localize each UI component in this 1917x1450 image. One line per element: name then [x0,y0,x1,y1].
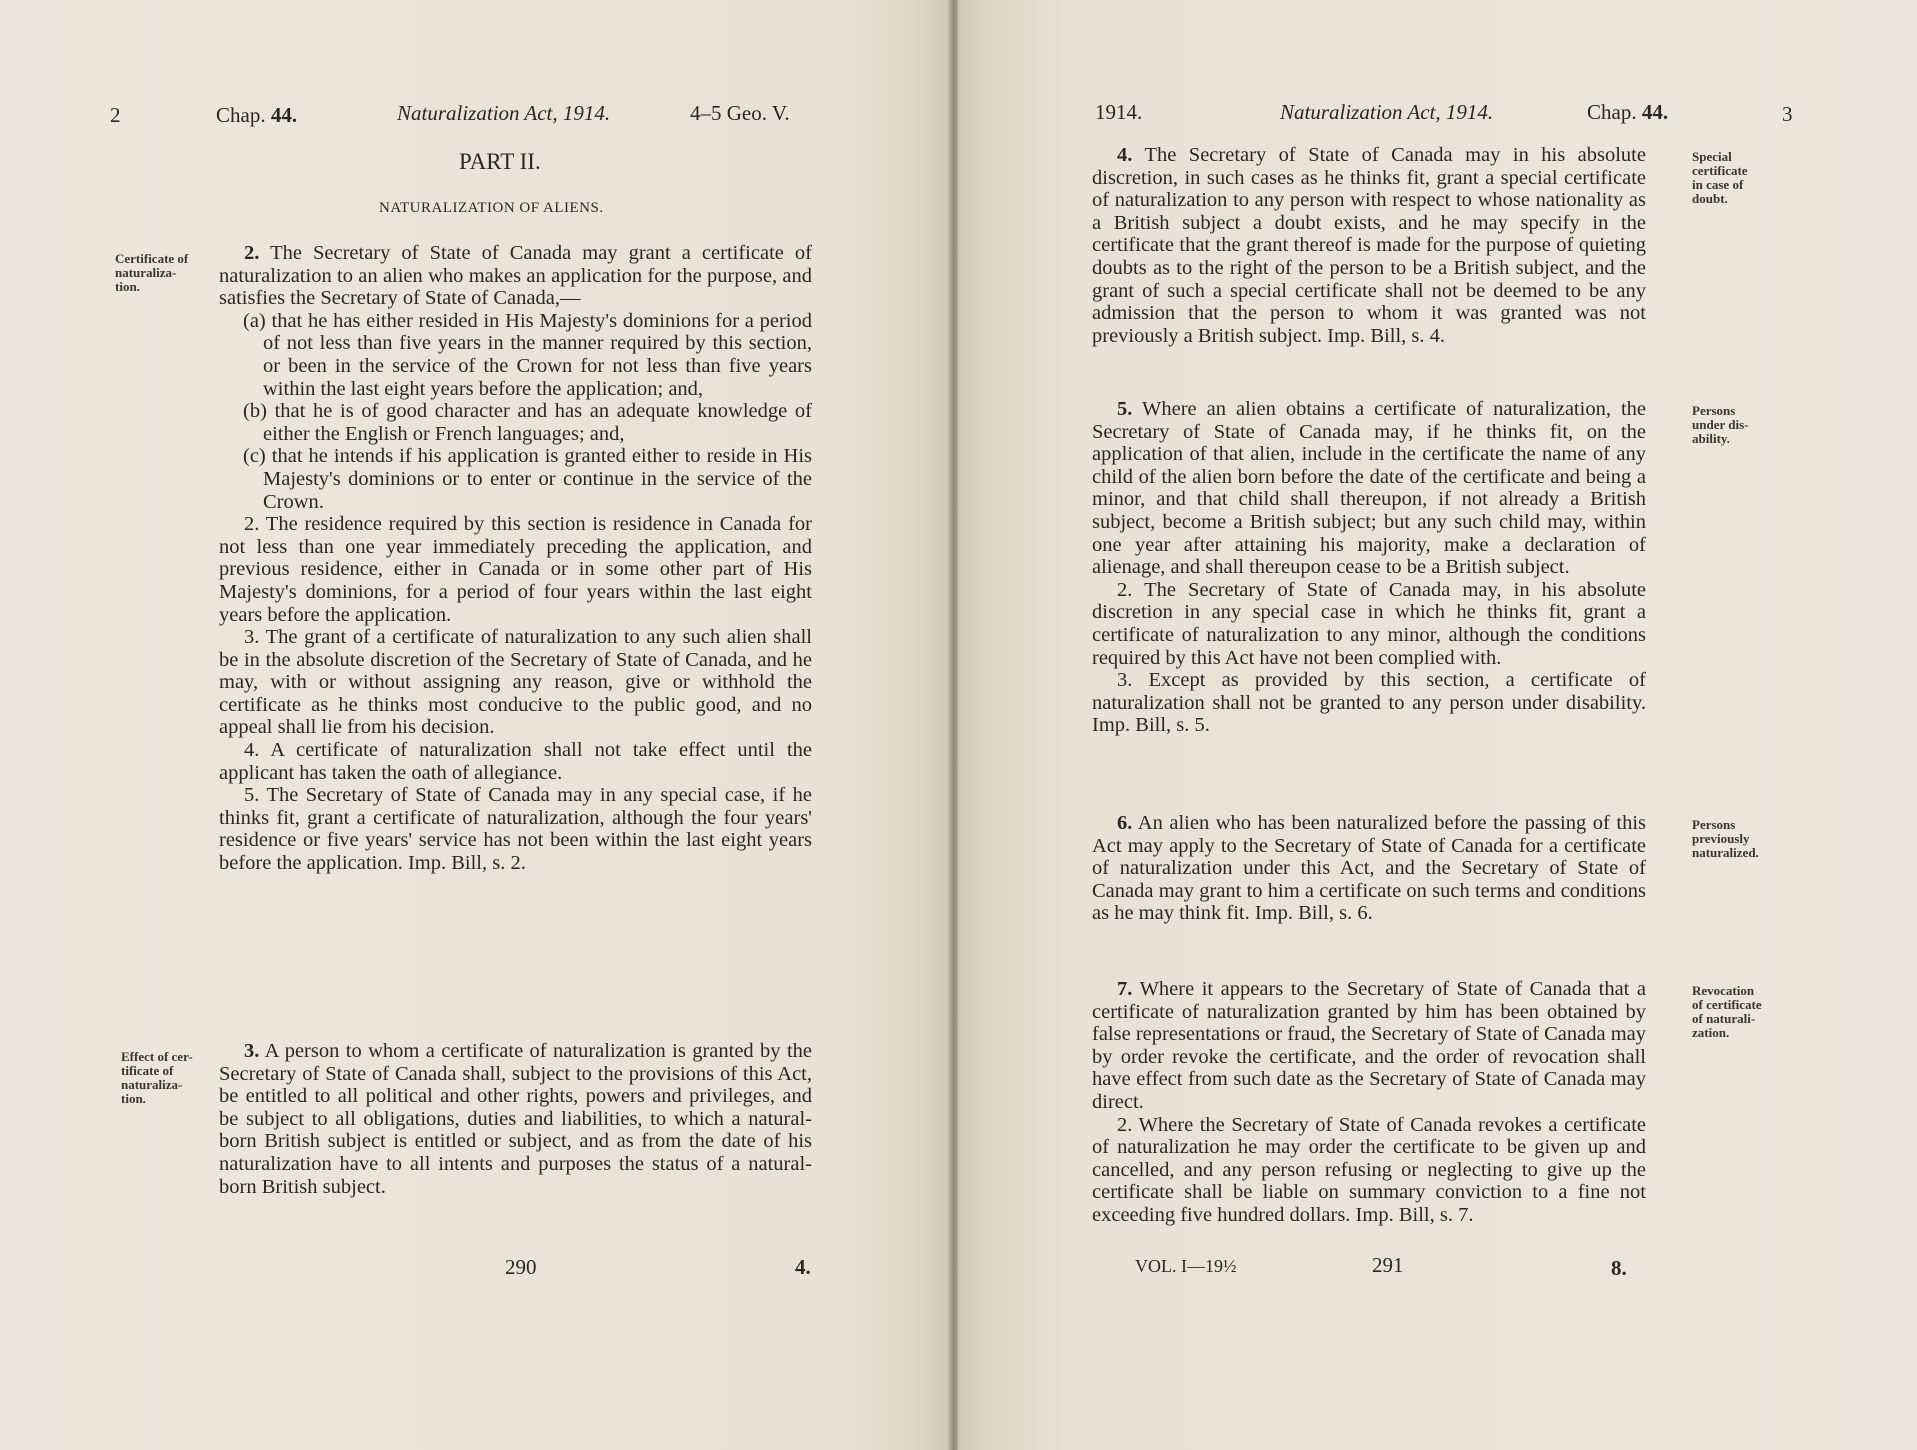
subsection: 2. Where the Secretary of State of Canada revokes a certificate of naturalization he may order the certificate to be given up and cancelled, and any person refusing or neglecting to give up the certificate shall be liable on summary conviction to a fine not exceeding five hundred dollars. Imp. Bill, s. 7. [1092,1113,1646,1226]
chap-number: 44. [1641,100,1669,124]
clause-c: (c) that he intends if his application is granted either to reside in His Majesty's dominions or to enter or continue in the service of the Crown. [243,445,812,513]
signature-mark: 8. [1611,1256,1627,1280]
section-3 [219,1040,812,1198]
page-number: 2 [110,103,121,127]
section-text: The Secretary of State of Canada may grant a certificate of naturalization to an alien who makes an application for the purpose, and satisfies the Secretary of State of Canada,— [219,242,812,310]
subsection: 5. The Secretary of State of Canada may in any special case, if he thinks fit, grant a certificate of naturalization, although the four years' residence or five years' service has not been within the last eight years before the application. Imp. Bill, s. 2. [219,784,812,875]
folio-number: 290 [505,1255,537,1279]
margin-note-persons-disability: Persons under dis- ability. [1692,403,1749,446]
right-page [958,0,1917,1450]
folio-number: 291 [1372,1253,1404,1277]
margin-note-previously-naturalized: Persons previously naturalized. [1692,817,1759,860]
part-subtitle: NATURALIZATION OF ALIENS. [379,200,604,216]
running-title: Naturalization Act, 1914. [397,101,611,125]
section-6 [1092,812,1646,925]
chapter-label [1587,100,1668,125]
running-title: Naturalization Act, 1914. [1280,100,1494,124]
margin-note-revocation: Revocation of certificate of naturali- zation. [1692,983,1762,1040]
section-text: The Secretary of State of Canada may in his absolute discretion, in such cases as he thinks fit, grant a special certificate of naturalization to any person with respect to whose nationality as a British subject a doubt exists, and he may specify in the certificate that the grant thereof is made for the purpose of quieting doubts as to the right of the person to be a British subject, and the grant of such a special certificate shall not be deemed to be any admission that the person to whom it was granted was not previously a British subject. Imp. Bill, s. 4. [1092,144,1646,347]
section-5 [1092,398,1646,737]
margin-note-special-certificate: Special certificate in case of doubt. [1692,149,1748,206]
section-2 [219,242,812,875]
signature-mark: 4. [795,1255,811,1279]
section-number: 3. [244,1040,260,1062]
chap-number: 44. [270,103,298,127]
subsection: 3. Except as provided by this section, a certificate of naturalization shall not be granted to any person under disability. Imp. Bill, s. 5. [1092,669,1646,737]
section-number: 6. [1117,812,1133,834]
page-number: 3 [1782,102,1793,126]
subsection: 2. The residence required by this section is residence in Canada for not less than one year immediately preceding the application, and previous residence, either in Canada or in some other part of His Majesty's dominions, for a period of four years within the last eight years before the application. [219,513,812,626]
chapter-label [216,103,297,128]
regnal-year: 4–5 Geo. V. [690,101,790,125]
section-7 [1092,978,1646,1227]
section-number: 2. [244,242,260,264]
section-number: 5. [1117,398,1133,420]
left-page [0,0,950,1450]
section-number: 4. [1117,144,1133,166]
margin-note-certificate: Certificate of naturaliza- tion. [115,251,189,294]
margin-note-effect: Effect of cer- tificate of naturaliza- tion. [121,1049,193,1106]
section-text: A person to whom a certificate of naturalization is granted by the Secretary of State of Canada shall, subject to the provisions of this Act, be entitled to all political and other rights, powers and privileges, and be subject to all obligations, duties and liabilities, to which a natural-born British subject is entitled or subject, and as from the date of his naturalization have to all intents and purposes the status of a natural-born British subject. [219,1040,812,1198]
subsection: 4. A certificate of naturalization shall not take effect until the applicant has taken the oath of allegiance. [219,739,812,784]
chap-label: Chap. [216,103,266,127]
chap-label: Chap. [1587,100,1637,124]
part-title: PART II. [459,149,541,174]
section-text: Where it appears to the Secretary of State of Canada that a certificate of naturalization granted by him has been obtained by false representations or fraud, the Secretary of State of Canada may by order revoke the certificate, and the order of revocation shall have effect from such date as the Secretary of State of Canada may direct. [1092,978,1647,1113]
subsection: 3. The grant of a certificate of naturalization to any such alien shall be in the absolute discretion of the Secretary of State of Canada, and he may, with or without assigning any reason, give or withhold the certificate as he thinks most conducive to the public good, and no appeal shall lie from his decision. [219,626,812,739]
section-text: An alien who has been naturalized before the passing of this Act may apply to the Secretary of State of Canada for a certificate of naturalization under this Act, and the Secretary of State of Canada may grant to him a certificate on such terms and conditions as he may think fit. Imp. Bill, s. 6. [1092,812,1646,925]
section-4 [1092,144,1646,347]
subsection: 2. The Secretary of State of Canada may, in his absolute discretion in any special case in which he thinks fit, grant a certificate of naturalization to any minor, although the conditions required by this Act have not been complied with. [1092,578,1646,669]
running-year: 1914. [1095,100,1143,124]
volume-signature: VOL. I—19½ [1135,1256,1237,1276]
section-number: 7. [1117,978,1133,1000]
section-text: Where an alien obtains a certificate of naturalization, the Secretary of State of Canada may, if he thinks fit, on the application of that alien, include in the certificate the name of any child of the alien born before the date of the certificate and being a minor, and that child shall thereupon, if not already a British subject, become a British subject; but any such child may, within one year after attaining his majority, make a declaration of alienage, and shall thereupon cease to be a British subject. [1092,398,1646,579]
clause-b: (b) that he is of good character and has an adequate knowledge of either the English or French languages; and, [243,400,812,445]
clause-a: (a) that he has either resided in His Majesty's dominions for a period of not less than five years in the manner required by this section, or been in the service of the Crown for not less than five years within the last eight years before the application; and, [243,309,812,400]
